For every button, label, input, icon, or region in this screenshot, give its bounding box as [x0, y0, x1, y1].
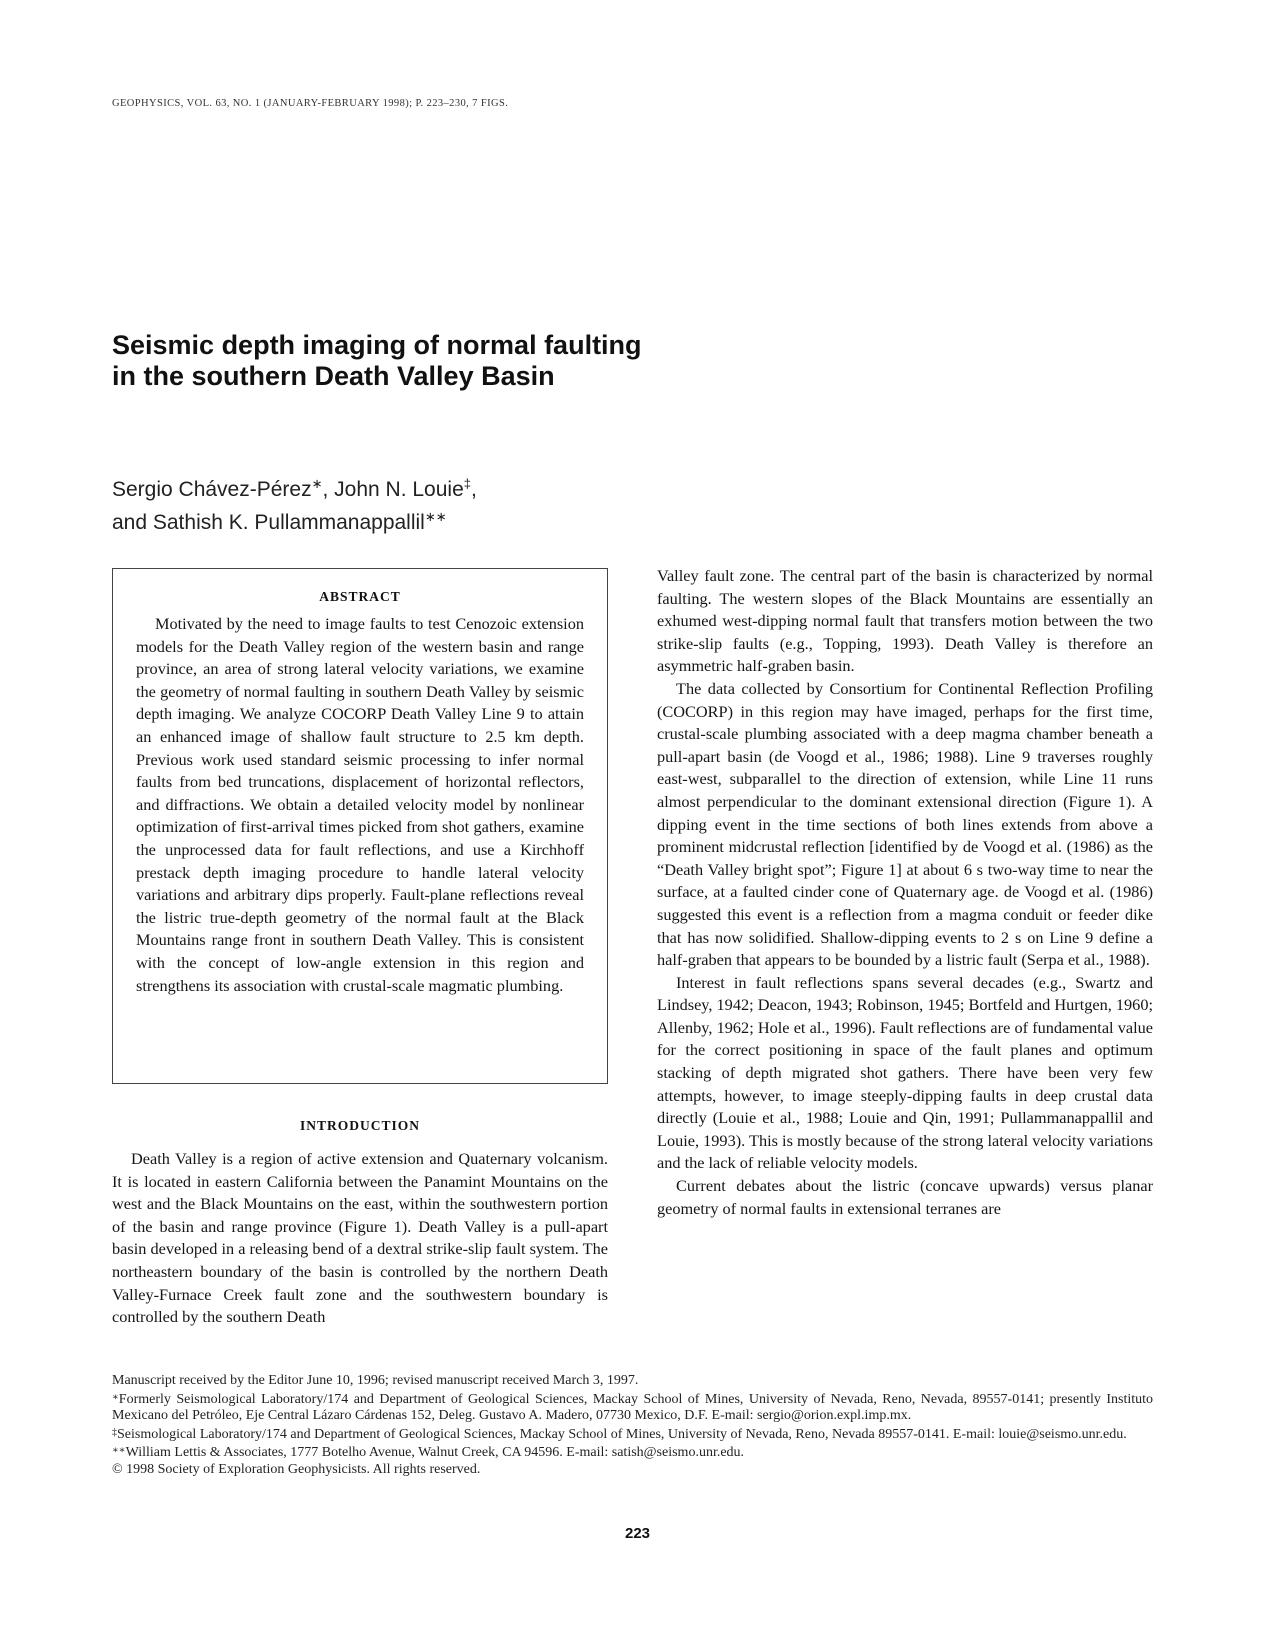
author-name-2: , John N. Louie	[322, 478, 464, 501]
footnote-2-text: Seismological Laboratory/174 and Department of Geological Sciences, Mackay School of Mines, University of Nevada, Reno, Nevada 89557-0141. E-mail: louie@seismo.unr.edu.	[117, 1426, 1127, 1442]
right-column	[657, 565, 1153, 1220]
author-comma: ,	[471, 478, 477, 501]
footnote-3-mark: ∗∗	[112, 1445, 126, 1456]
author-name-1: Sergio Chávez-Pérez	[112, 478, 312, 501]
footnote-1-text: Formerly Seismological Laboratory/174 and Department of Geological Sciences, Mackay School of Mines, University of Nevada, Reno, Nevada, 89557-0141; presently Instituto Mexicano del Petróleo, Eje Central Lázaro Cárdenas 152, Deleg. Gustavo A. Madero, 07730 Mexico, D.F. E-mail: sergio@orion.expl.imp.mx.	[112, 1391, 1153, 1423]
introduction-heading: INTRODUCTION	[299, 1118, 420, 1133]
intro-paragraph-4: Current debates about the listric (concave upwards) versus planar geometry of normal faults in extensional terranes are	[657, 1176, 1153, 1218]
abstract-text: Motivated by the need to image faults to test Cenozoic extension models for the Death Valley region of the western basin and range province, an area of strong lateral velocity variations, we examine the geometry of normal faulting in southern Death Valley by seismic depth imaging. We analyze COCORP Death Valley Line 9 to attain an enhanced image of shallow fault structure to 2.5 km depth. Previous work used standard seismic processing to infer normal faults from bed truncations, displacement of horizontal reflectors, and diffractions. We obtain a detailed velocity model by nonlinear optimization of first-arrival times picked from shot gathers, examine the unprocessed data for fault reflections, and use a Kirchhoff prestack depth imaging procedure to handle lateral velocity variations and arbitrary dips properly. Fault-plane reflections reveal the listric true-depth geometry of the normal fault at the Black Mountains range front in southern Death Valley. This is consistent with the concept of low-angle extension in this region and strengthens its association with crustal-scale magmatic plumbing.	[136, 614, 584, 995]
intro-paragraph-2: The data collected by Consortium for Continental Reflection Profiling (COCORP) in this region may have imaged, perhaps for the first time, crustal-scale plumbing associated with a deep magma chamber beneath a pull-apart basin (de Voogd et al., 1986; 1988). Line 9 traverses roughly east-west, subparallel to the direction of extension, while Line 11 runs almost perpendicular to the dominant extensional direction (Figure 1). A dipping event in the time sections of both lines extends from above a prominent midcrustal reflection [identified by de Voogd et al. (1986) as the “Death Valley bright spot”; Figure 1] at about 6 s two-way time to near the surface, at a faulted cinder cone of Quaternary age. de Voogd et al. (1986) suggested this event is a reflection from a magma conduit or feeder dike that has now solidified. Shallow-dipping events to 2 s on Line 9 define a half-graben that appears to be bounded by a listric fault (Serpa et al., 1988).	[657, 678, 1153, 970]
footnote-2-mark: ‡	[112, 1426, 117, 1438]
article-title	[112, 330, 872, 392]
footnotes	[112, 1373, 1153, 1478]
footnote-received: Manuscript received by the Editor June 10, 1996; revised manuscript received March 3, 1997.	[112, 1373, 639, 1388]
footnote-3-text: William Lettis & Associates, 1777 Botelho Avenue, Walnut Creek, CA 94596. E-mail: satish@seismo.unr.edu.	[125, 1445, 745, 1460]
intro-paragraph-1-part-2: Valley fault zone. The central part of the basin is characterized by normal faulting. The western slopes of the Black Mountains are essentially an exhumed west-dipping normal fault that transfers motion between the two strike-slip faults (e.g., Topping, 1993). Death Valley is therefore an asymmetric half-graben basin.	[657, 566, 1153, 676]
author-list	[112, 470, 872, 536]
intro-paragraph-3: Interest in fault reflections spans several decades (e.g., Swartz and Lindsey, 1942; Deacon, 1943; Robinson, 1945; Bortfeld and Hurtgen, 1960; Allenby, 1962; Hole et al., 1996). Fault reflections are of fundamental value for the correct positioning in space of the fault planes and optimum stacking of depth migrated shot gathers. There have been very few attempts, however, to image steeply-dipping faults in deep crustal data directly (Louie et al., 1988; Louie and Qin, 1991; Pullammanappallil and Louie, 1993). This is mostly because of the strong lateral velocity variations and the lack of reliable velocity models.	[657, 972, 1153, 1173]
footnote-2	[112, 1425, 1153, 1444]
abstract-box	[112, 568, 608, 1084]
title-line-1: Seismic depth imaging of normal faulting	[112, 330, 642, 360]
abstract-heading: ABSTRACT	[319, 589, 401, 604]
footnote-1-mark: ∗	[112, 1391, 119, 1403]
title-line-2: in the southern Death Valley Basin	[112, 361, 555, 391]
author-line-2	[112, 503, 872, 536]
author-line-1	[112, 470, 872, 503]
left-column	[112, 1148, 608, 1329]
author-mark-2: ‡	[463, 476, 471, 491]
page-number: 223	[624, 1525, 651, 1542]
author-name-3: and Sathish K. Pullammanappallil	[112, 511, 425, 534]
copyright-notice: © 1998 Society of Exploration Geophysicists. All rights reserved.	[112, 1461, 481, 1477]
footnote-1	[112, 1390, 1153, 1425]
intro-paragraph-1-part-1: Death Valley is a region of active extension and Quaternary volcanism. It is located in eastern California between the Panamint Mountains on the west and the Black Mountains on the east, within the southwestern portion of the basin and range province (Figure 1). Death Valley is a pull-apart basin developed in a releasing bend of a dextral strike-slip fault system. The northeastern boundary of the basin is controlled by the northern Death Valley-Furnace Creek fault zone and the southwestern boundary is controlled by the southern Death	[112, 1149, 608, 1327]
running-head: GEOPHYSICS, VOL. 63, NO. 1 (JANUARY-FEBRUARY 1998); P. 223–230, 7 FIGS.	[112, 98, 509, 109]
author-mark-3: ∗∗	[424, 509, 447, 524]
author-mark-1: ∗	[311, 476, 323, 491]
footnote-3	[112, 1443, 1153, 1462]
